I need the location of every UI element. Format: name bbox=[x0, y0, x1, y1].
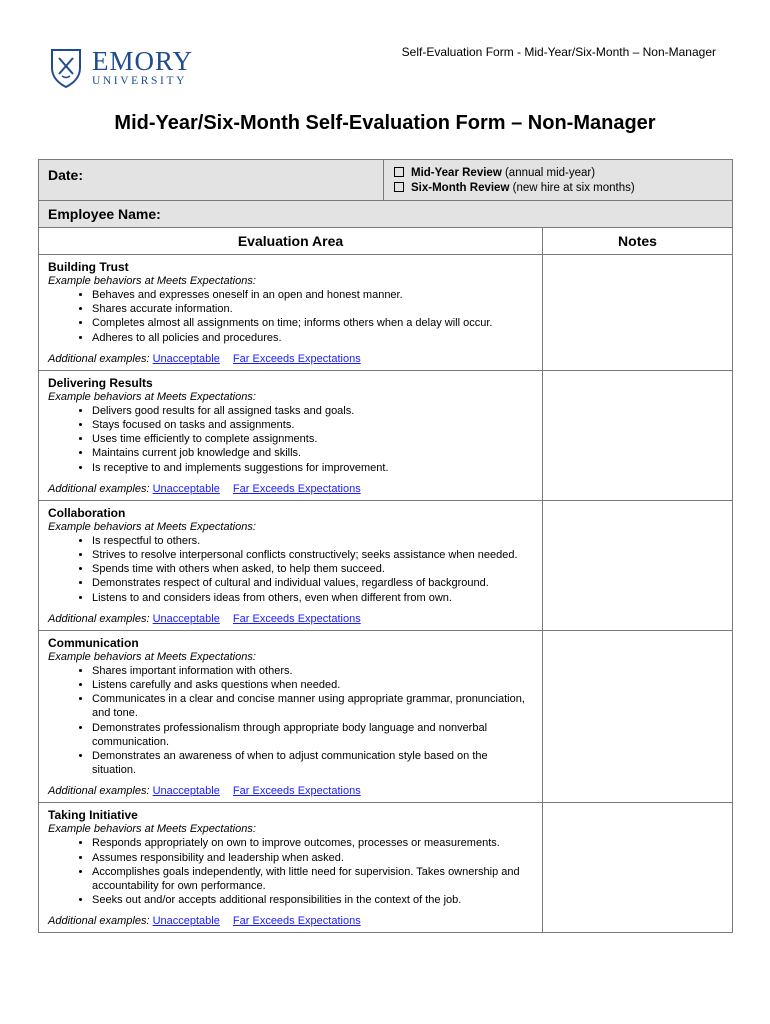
mid-year-note: (annual mid-year) bbox=[504, 167, 596, 179]
additional-examples bbox=[48, 784, 533, 798]
emory-logo bbox=[50, 46, 193, 90]
mid-year-label: Mid-Year Review bbox=[411, 167, 502, 179]
list-item: • Listens carefully and asks questions when needed. bbox=[92, 678, 533, 692]
section-content bbox=[39, 371, 543, 500]
list-item: • Behaves and expresses oneself in an open and honest manner. bbox=[92, 288, 533, 302]
far-exceeds-link[interactable]: Far Exceeds Expectations bbox=[232, 482, 361, 495]
list-item: • Assumes responsibility and leadership when asked. bbox=[92, 851, 533, 865]
list-item: • Communicates in a clear and concise manner using appropriate grammar, pronunciation, and tone. bbox=[92, 692, 533, 720]
section-title: Communication bbox=[48, 635, 139, 650]
section-content bbox=[39, 255, 543, 370]
six-month-label: Six-Month Review bbox=[411, 182, 510, 194]
behavior-list bbox=[48, 836, 533, 907]
additional-examples bbox=[48, 914, 533, 928]
section-title: Taking Initiative bbox=[48, 808, 138, 823]
list-item: • Spends time with others when asked, to help them succeed. bbox=[92, 562, 533, 576]
six-month-checkbox[interactable] bbox=[394, 182, 404, 192]
far-exceeds-link[interactable]: Far Exceeds Expectations bbox=[232, 915, 361, 928]
notes-cell[interactable] bbox=[543, 501, 732, 630]
list-item: • Maintains current job knowledge and skills. bbox=[92, 446, 533, 460]
unacceptable-link[interactable]: Unacceptable bbox=[152, 482, 220, 495]
section-delivering-results bbox=[39, 371, 732, 501]
notes-header: Notes bbox=[618, 233, 657, 249]
mid-year-option[interactable] bbox=[394, 166, 722, 181]
logo-name: EMORY bbox=[92, 46, 194, 76]
list-item: • Accomplishes goals independently, with little need for supervision. Takes ownership and accountability for own performance. bbox=[92, 865, 533, 893]
section-intro: Example behaviors at Meets Expectations: bbox=[48, 823, 256, 836]
list-item: • Delivers good results for all assigned tasks and goals. bbox=[92, 404, 533, 418]
behavior-list bbox=[48, 664, 533, 778]
unacceptable-link[interactable]: Unacceptable bbox=[152, 915, 220, 928]
list-item: • Is receptive to and implements suggestions for improvement. bbox=[92, 461, 533, 475]
list-item: • Strives to resolve interpersonal conflicts constructively; seeks assistance when needed. bbox=[92, 548, 533, 562]
notes-cell[interactable] bbox=[543, 631, 732, 803]
notes-cell[interactable] bbox=[543, 255, 732, 370]
far-exceeds-link[interactable]: Far Exceeds Expectations bbox=[232, 785, 361, 798]
list-item: • Demonstrates respect of cultural and individual values, regardless of background. bbox=[92, 576, 533, 590]
list-item: • Shares accurate information. bbox=[92, 302, 533, 316]
list-item: • Demonstrates an awareness of when to adjust communication style based on the situation. bbox=[92, 749, 533, 777]
far-exceeds-link[interactable]: Far Exceeds Expectations bbox=[232, 352, 361, 365]
section-intro: Example behaviors at Meets Expectations: bbox=[48, 650, 256, 663]
additional-examples bbox=[48, 612, 533, 626]
review-type-options bbox=[384, 160, 732, 200]
behavior-list bbox=[48, 404, 533, 475]
six-month-option[interactable] bbox=[394, 181, 722, 196]
section-title: Delivering Results bbox=[48, 375, 153, 390]
additional-label: Additional examples: bbox=[48, 352, 150, 365]
behavior-list bbox=[48, 534, 533, 605]
list-item: • Shares important information with others. bbox=[92, 664, 533, 678]
notes-cell[interactable] bbox=[543, 803, 732, 932]
unacceptable-link[interactable]: Unacceptable bbox=[152, 785, 220, 798]
list-item: • Responds appropriately on own to improve outcomes, processes or measurements. bbox=[92, 836, 533, 850]
section-collaboration bbox=[39, 501, 732, 631]
evaluation-form bbox=[38, 159, 733, 933]
page-title: Mid-Year/Six-Month Self-Evaluation Form – Non-Manager bbox=[114, 112, 656, 134]
additional-label: Additional examples: bbox=[48, 612, 150, 625]
unacceptable-link[interactable]: Unacceptable bbox=[152, 352, 220, 365]
running-header: Self-Evaluation Form - Mid-Year/Six-Month – Non-Manager bbox=[401, 45, 716, 59]
section-title: Building Trust bbox=[48, 260, 129, 274]
list-item: • Completes almost all assignments on time; informs others when a delay will occur. bbox=[92, 316, 533, 330]
section-content bbox=[39, 631, 543, 803]
additional-label: Additional examples: bbox=[48, 915, 150, 928]
logo-subtitle: UNIVERSITY bbox=[92, 75, 187, 87]
list-item: • Uses time efficiently to complete assignments. bbox=[92, 432, 533, 446]
section-building-trust bbox=[39, 255, 732, 371]
list-item: • Demonstrates professionalism through appropriate body language and nonverbal communication. bbox=[92, 721, 533, 749]
section-content bbox=[39, 501, 543, 630]
employee-row bbox=[39, 201, 732, 228]
section-intro: Example behaviors at Meets Expectations: bbox=[48, 390, 256, 403]
evaluation-area-header: Evaluation Area bbox=[39, 228, 543, 254]
section-intro: Example behaviors at Meets Expectations: bbox=[48, 520, 256, 533]
additional-label: Additional examples: bbox=[48, 482, 150, 495]
section-title: Collaboration bbox=[48, 505, 126, 520]
date-row bbox=[39, 160, 732, 201]
additional-examples bbox=[48, 352, 533, 366]
notes-cell[interactable] bbox=[543, 371, 732, 500]
six-month-note: (new hire at six months) bbox=[512, 182, 635, 194]
list-item: • Adheres to all policies and procedures. bbox=[92, 331, 533, 345]
additional-examples bbox=[48, 482, 533, 496]
section-communication bbox=[39, 631, 732, 804]
section-content bbox=[39, 803, 543, 932]
date-field[interactable]: Date: bbox=[39, 160, 384, 200]
list-item: • Listens to and considers ideas from others, even when different from own. bbox=[92, 591, 533, 605]
employee-name-field[interactable]: Employee Name: bbox=[48, 206, 161, 222]
additional-label: Additional examples: bbox=[48, 785, 150, 798]
list-item: • Seeks out and/or accepts additional responsibilities in the context of the job. bbox=[92, 893, 533, 907]
section-intro: Example behaviors at Meets Expectations: bbox=[48, 275, 256, 287]
unacceptable-link[interactable]: Unacceptable bbox=[152, 612, 220, 625]
list-item: • Stays focused on tasks and assignments. bbox=[92, 418, 533, 432]
table-header-row bbox=[39, 228, 732, 255]
far-exceeds-link[interactable]: Far Exceeds Expectations bbox=[232, 612, 361, 625]
shield-icon bbox=[50, 48, 82, 88]
list-item: • Is respectful to others. bbox=[92, 534, 533, 548]
mid-year-checkbox[interactable] bbox=[394, 167, 404, 177]
section-taking-initiative bbox=[39, 803, 732, 932]
behavior-list bbox=[48, 288, 533, 345]
